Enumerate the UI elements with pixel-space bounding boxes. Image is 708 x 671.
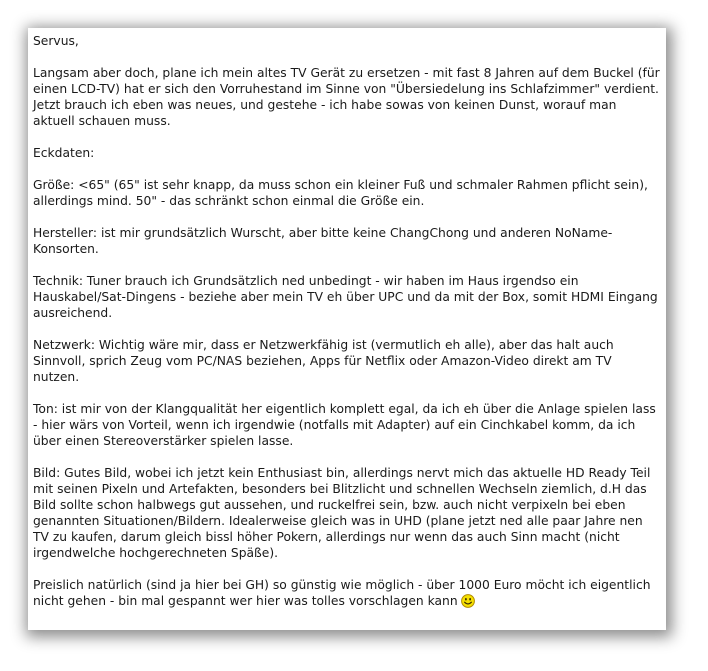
smile-emoji-icon [461, 594, 475, 608]
manufacturer-paragraph: Hersteller: ist mir grundsätzlich Wurscht, aber bitte keine ChangChong und anderen NoName-Konsorten. [33, 226, 613, 256]
technology-paragraph: Technik: Tuner brauch ich Grundsätzlich ned unbedingt - wir haben im Haus irgendso ein Hauskabel/Sat-Dingens - beziehe aber mein TV eh über UPC und da mit der Box, somit HDMI Eingang ausreichend. [33, 274, 658, 320]
post-greeting: Servus, [33, 34, 79, 48]
sound-paragraph: Ton: ist mir von der Klangqualität her eigentlich komplett egal, da ich eh über die Anlage spielen lass - hier wärs von Vorteil, wenn ich irgendwie (notfalls mit Adapter) auf ein Cinchkabel komm, da ich über einen Stereoverstärker spielen lasse. [33, 402, 656, 448]
network-paragraph: Netzwerk: Wichtig wäre mir, dass er Netzwerkfähig ist (vermutlich eh alle), aber das halt auch Sinnvoll, sprich Zeug vom PC/NAS beziehen, Apps für Netflix oder Amazon-Video direkt am TV nutzen. [33, 338, 614, 384]
picture-paragraph: Bild: Gutes Bild, wobei ich jetzt kein Enthusiast bin, allerdings nervt mich das aktuelle HD Ready Teil mit seinen Pixeln und Artefakten, besonders bei Blitzlicht und schnellen Wechseln ziemlich, d.H das Bild sollte schon halbwegs gut aussehen, und ruckelfrei sein, bzw. auch nicht verpixeln bei eben genannten Situationen/Bildern. Idealerweise gleich was in UHD (plane jetzt ned alle paar Jahre nen TV zu kaufen, darum gleich bissl höher Pokern, allerdings nur wenn das auch Sinn macht (nicht irgendwelche hochgerechneten Späße). [33, 466, 651, 560]
price-paragraph [33, 577, 661, 609]
forum-post-body [33, 33, 661, 609]
post-container [28, 28, 666, 630]
post-intro-paragraph: Langsam aber doch, plane ich mein altes TV Gerät zu ersetzen - mit fast 8 Jahren auf dem Buckel (für einen LCD-TV) hat er sich den Vorruhestand im Sinne von "Übersiedelung ins Schlafzimmer" verdient. Jetzt brauch ich eben was neues, und gestehe - ich habe sowas von keinen Dunst, worauf man aktuell schauen muss. [33, 66, 660, 128]
price-text: Preislich natürlich (sind ja hier bei GH) so günstig wie möglich - über 1000 Euro möcht ich eigentlich nicht gehen - bin mal gespannt wer hier was tolles vorschlagen kann [33, 578, 651, 608]
key-data-heading: Eckdaten: [33, 146, 95, 160]
size-paragraph: Größe: <65" (65" ist sehr knapp, da muss schon ein kleiner Fuß und schmaler Rahmen pflicht sein), allerdings mind. 50" - das schränkt schon einmal die Größe ein. [33, 178, 648, 208]
